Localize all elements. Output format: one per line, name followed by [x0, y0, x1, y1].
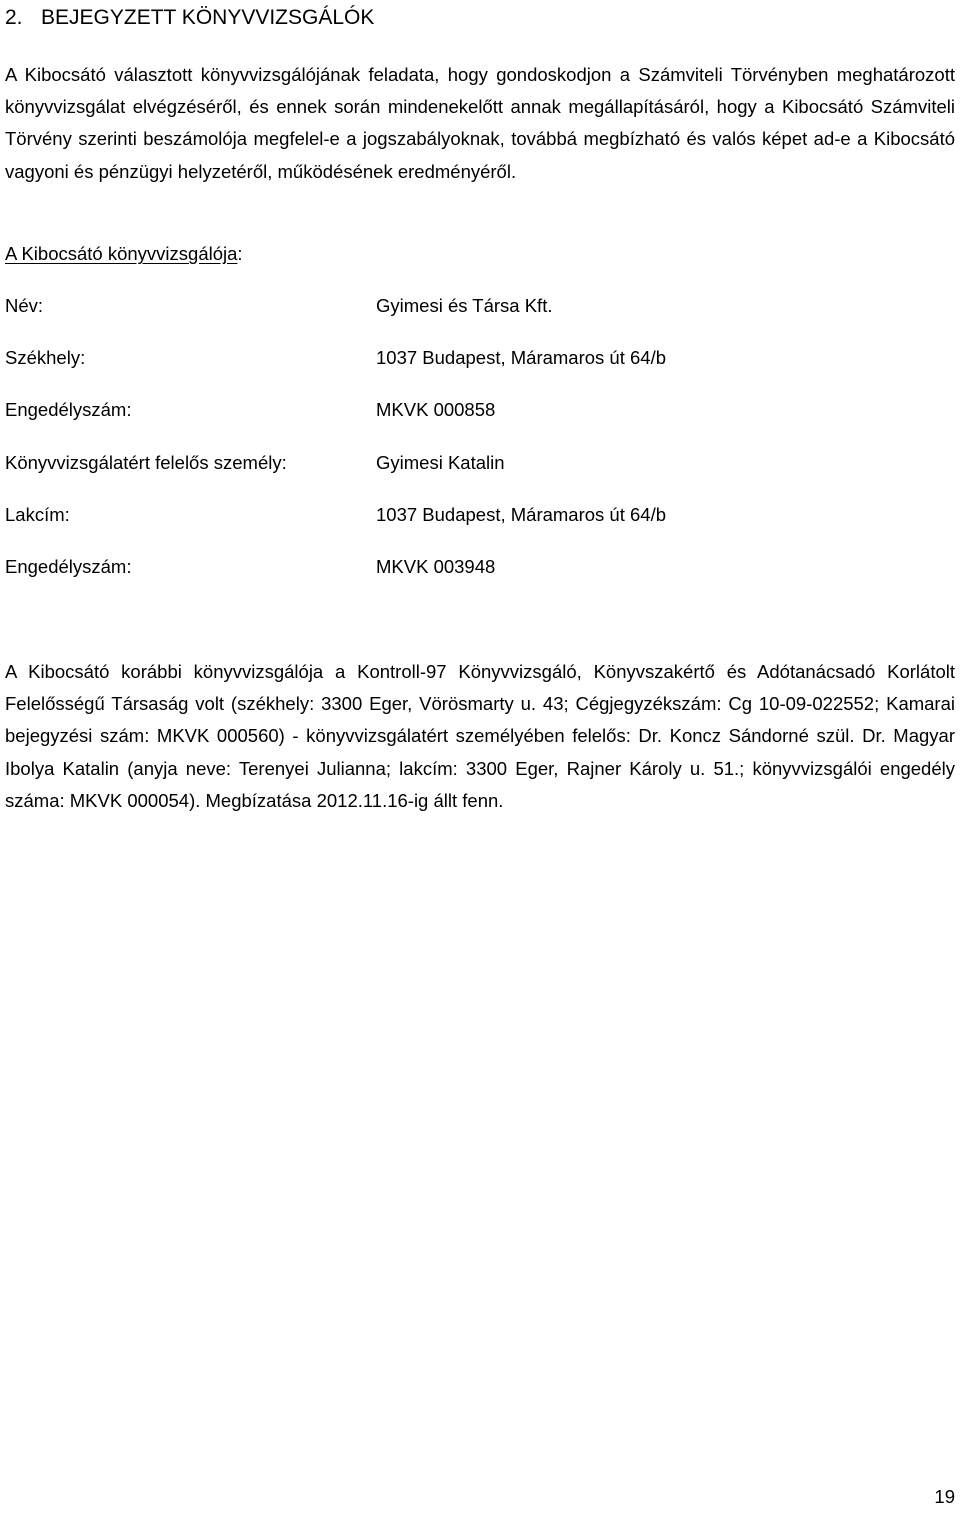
- auditor-detail-row: [5, 447, 955, 479]
- section-title: BEJEGYZETT KÖNYVVIZSGÁLÓK: [41, 6, 375, 29]
- detail-value-seat: 1037 Budapest, Máramaros út 64/b: [376, 347, 667, 368]
- section-heading: [5, 4, 374, 32]
- detail-label-name: Név:: [5, 295, 44, 316]
- auditor-detail-row: [5, 499, 955, 531]
- page-number: 19: [934, 1486, 955, 1507]
- auditor-detail-row: [5, 342, 955, 374]
- detail-label-responsible-person: Könyvvizsgálatért felelős személy:: [5, 452, 287, 473]
- auditor-detail-row: [5, 394, 955, 426]
- detail-label-seat: Székhely:: [5, 347, 86, 368]
- detail-label-personal-license: Engedélyszám:: [5, 556, 132, 577]
- detail-value-address: 1037 Budapest, Máramaros út 64/b: [376, 504, 667, 525]
- auditor-heading: [5, 238, 243, 270]
- auditor-heading-colon: :: [237, 243, 243, 264]
- section-number: 2.: [5, 6, 23, 29]
- detail-value-name: Gyimesi és Társa Kft.: [376, 295, 553, 316]
- auditor-detail-row: [5, 290, 955, 322]
- detail-label-license: Engedélyszám:: [5, 399, 132, 420]
- detail-value-license: MKVK 000858: [376, 399, 496, 420]
- intro-paragraph: A Kibocsátó választott könyvvizsgálójának feladata, hogy gondoskodjon a Számviteli Törvényben meghatározott könyvvizsgálat elvégzéséről, és ennek során mindenekelőtt annak megállapításáról, hogy a Kibocsátó Számviteli Törvény szerinti beszámolója megfelel-e a jogszabályoknak, továbbá megbízható és valós képet ad-e a Kibocsátó vagyoni és pénzügyi helyzetéről, működésének eredményéről.: [5, 64, 955, 182]
- detail-value-personal-license: MKVK 003948: [376, 556, 496, 577]
- auditor-detail-row: [5, 551, 955, 583]
- previous-auditor-paragraph: A Kibocsátó korábbi könyvvizsgálója a Kontroll-97 Könyvvizsgáló, Könyvszakértő és Adótanácsadó Korlátolt Felelősségű Társaság volt (székhely: 3300 Eger, Vörösmarty u. 43; Cégjegyzékszám: Cg 10-09-022552; Kamarai bejegyzési szám: MKVK 000560) - könyvvizsgálatért személyében felelős: Dr. Koncz Sándorné szül. Dr. Magyar Ibolya Katalin (anyja neve: Terenyei Julianna; lakcím: 3300 Eger, Rajner Károly u. 51.; könyvvizsgálói engedély száma: MKVK 000054). Megbízatása 2012.11.16-ig állt fenn.: [5, 661, 955, 811]
- auditor-heading-text: A Kibocsátó könyvvizsgálója: [5, 243, 238, 264]
- detail-label-address: Lakcím:: [5, 504, 70, 525]
- detail-value-responsible-person: Gyimesi Katalin: [376, 452, 505, 473]
